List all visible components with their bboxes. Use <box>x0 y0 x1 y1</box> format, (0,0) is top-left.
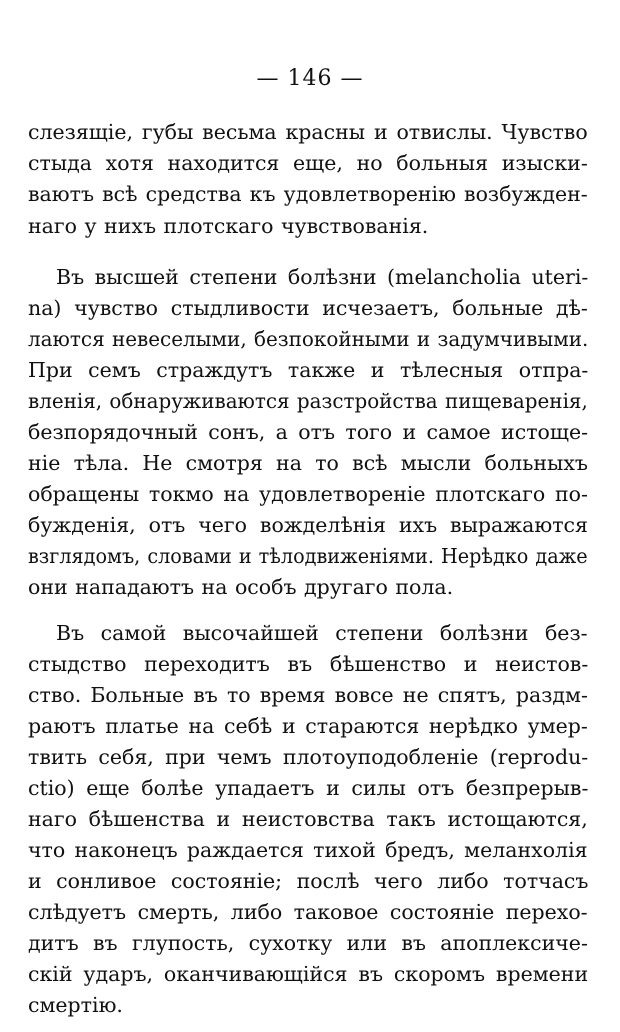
text-line: дитъ въ глупость, сухотку или въ апоплексиче- <box>28 931 588 955</box>
page-number: — 146 — <box>256 66 364 91</box>
text-line: слезящіе, губы весьма красны и отвислы. Чувство <box>28 120 588 144</box>
text-line: лаются невеселыми, безпокойными и задумчивыми. <box>28 327 589 351</box>
text-line: бужденія, отъ чего вожделѣнія ихъ выражаются <box>28 513 588 537</box>
text-line: смертію. <box>28 993 123 1017</box>
text-line: наго у нихъ плотскаго чувствованія. <box>28 214 429 238</box>
text-line: ніе тѣла. Не смотря на то всѣ мысли больныхъ <box>28 451 588 475</box>
text-line: скій ударъ, оканчивающійся въ скоромъ времени <box>28 962 589 986</box>
text-line: Въ высшей степени болѣзни (melancholia uteri- <box>56 265 589 289</box>
text-line: раютъ платье на себѣ и стараются нерѣдко умер- <box>28 714 588 738</box>
text-line: твить себя, при чемъ плотоуподобленіе (reprodu- <box>28 745 589 769</box>
text-line: и сонливое состояніе; послѣ чего либо тотчасъ <box>28 869 589 893</box>
text-line: слѣдуетъ смерть, либо таковое состояніе перехо- <box>28 900 588 924</box>
text-line: ство. Больные въ то время вовсе не спятъ, раздм- <box>28 683 588 707</box>
text-line: вленія, обнаруживаются разстройства пищеваренія, <box>28 389 588 413</box>
text-line: ctio) еще болѣе упадаетъ и силы отъ безпрерыв- <box>28 776 589 800</box>
text-line: Въ самой высочайшей степени болѣзни без- <box>56 621 588 645</box>
text-line: что наконецъ раждается тихой бредъ, меланхолія <box>28 838 588 862</box>
text-line: безпорядочный сонъ, а отъ того и самое истоще- <box>28 420 588 444</box>
text-line: они нападаютъ на особъ другагo пола. <box>28 575 454 599</box>
text-line: ваютъ всѣ средства къ удовлетворенію возбужден- <box>28 182 588 206</box>
text-line: na) чувство стыдливости исчезаетъ, больные дѣ- <box>28 296 588 320</box>
text-line: обращены токмо на удовлетвореніе плотскаго по- <box>28 482 588 506</box>
text-line: При семъ страждутъ также и тѣлесныя отпра- <box>28 358 589 382</box>
text-line: наго бѣшенства и неистовства такъ истощаются, <box>28 807 588 831</box>
text-line: взглядомъ, словами и тѣлодвиженіями. Нерѣдко даже <box>28 544 588 568</box>
text-line: стыдство переходитъ въ бѣшенство и неистов- <box>28 652 589 676</box>
text-line: стыда хотя находится еще, но больныя изыски- <box>28 151 588 175</box>
